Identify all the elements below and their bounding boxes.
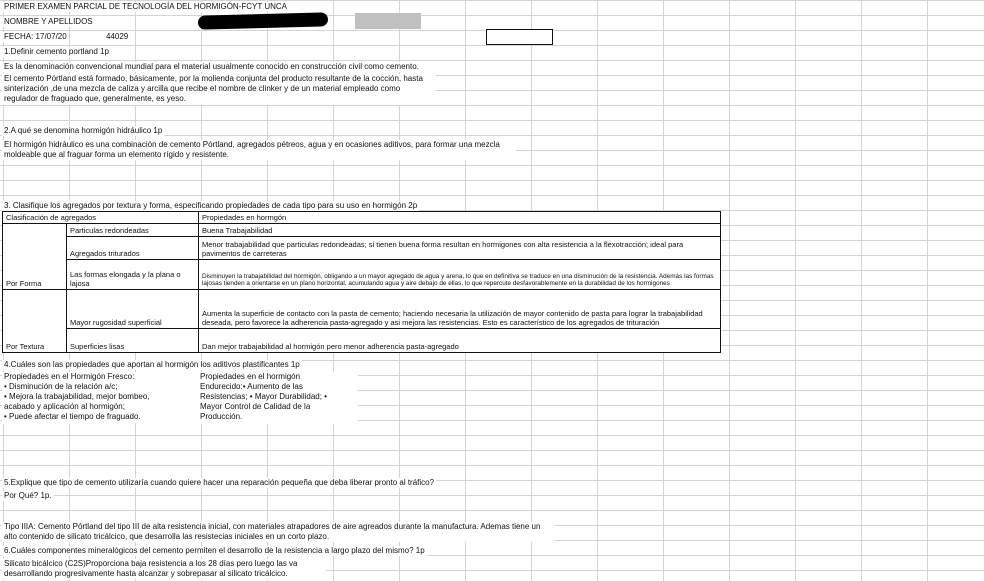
exam-title: PRIMER EXAMEN PARCIAL DE TECNOLOGÍA DEL HORMIGÓN-FCYT UNCA (4, 2, 288, 11)
q1-answer: El cemento Pórtland está formado, básicamente, por la molienda conjunta del producto resultante de la cocción, hasta sinterización ,de una mezcla de caliza y arcilla que recibe el nombre de clinker y de un material empleado como regulador de fraguado que, generalmente, es yeso. (2, 74, 436, 105)
q4-fresh-line: acabado y aplicación al hormigón; (4, 402, 125, 411)
aggregates-table (2, 211, 721, 353)
q4-fresh-block (2, 372, 198, 424)
table-header-right: Propiedades en hormgón (199, 212, 721, 224)
q5-question: 5.Explique que tipo de cemento utilizaría cuando quiere hacer una reparación pequeña que deba liberar pronto al tráfico? (4, 478, 435, 487)
q4-hardened-line: Endurecido:• Aumento de las (200, 382, 303, 391)
q4-hardened-line: Producción. (200, 412, 243, 421)
selected-cell[interactable] (486, 29, 553, 45)
table-row-props: Menor trabajabilidad que particulas redondeadas; si tienen buena forma resultan en hormigones con alta resistencia a la flexotracción; ideal para pavimentos de carreteras (199, 237, 721, 260)
q4-fresh-line: • Puede afectar el tiempo de fraguado. (4, 412, 141, 421)
q4-hardened-block (198, 372, 358, 424)
table-row-type: Las formas elongada y la plana o lajosa (67, 260, 199, 290)
q4-fresh-line: • Disminución de la relación a/c; (4, 382, 118, 391)
q4-hardened-line: Mayor Control de Calidad de la (200, 402, 311, 411)
q4-hardened-line: Propiedades en el hormigón (200, 372, 301, 381)
redaction-mark (198, 12, 328, 29)
group-forma: Por Forma (3, 224, 67, 290)
q1-line: Es la denominación convencional mundial para el material usualmente conocido en construcción civil como cemento. (4, 62, 419, 71)
q4-hardened-line: Resistencias; • Mayor Durabilidad; • (200, 392, 327, 401)
name-label: NOMBRE Y APELLIDOS (4, 17, 93, 26)
table-row-type: Mayor rugosidad superficial (67, 290, 199, 329)
table-row-props: Buena Trabajabilidad (199, 224, 721, 237)
table-row-type: Particulas redondeadas (67, 224, 199, 237)
q2-question: 2.A qué se denomina hormigón hidráulico 1p (4, 126, 163, 135)
table-row-type: Superficies lisas (67, 329, 199, 353)
q5-why: Por Qué? 1p. (4, 491, 52, 500)
date-value: 44029 (106, 32, 129, 41)
q2-answer: El hormigón hidráulico es una combinación de cemento Pórtland, agregados pétreos, agua y en ocasiones aditivos, para formar una mezcla moldeable que al fraguar forma un elemento rígido y resistente. (2, 140, 516, 160)
q4-question: 4.Cuáles son las propiedades que aportan al hormigón los aditivos plastificantes 1p (4, 360, 300, 369)
q3-question: 3. Clasifique los agregados por textura y forma, especificando propiedades de cada tipo para su uso en hormigón 2p (4, 201, 418, 210)
q6-answer: Silicato bicálcico (C2S)Proporciona baja resistencia a los 28 días pero luego las va desarrollando progresivamente hasta alcanzar y sobrepasar al silicato tricálcico. (2, 559, 326, 579)
table-row-props: Dan mejor trabajabilidad al hormigón pero menor adherencia pasta-agregado (199, 329, 721, 353)
q4-fresh-line: Propiedades en el Hormigón Fresco: (4, 372, 135, 381)
table-header-left: Clasificación de agregados (3, 212, 199, 224)
table-row-props: Disminuyen la trabajabilidad del hormigón, obligando a un mayor agregado de agua y arena, lo que en definitiva se traduce en una disminución de la resistencia. Además las formas lajosas tienden a orientarse en un plano horizontal, acumulando agua y aire debajo de ellas, lo que repercute desfavorablemente en la durabilidad de los hormigones (199, 260, 721, 290)
q5-answer: Tipo IIIA: Cemento Pórtland del tipo III de alta resistencia inicial, con materiales atrapadores de aire agreados durante la manufactura. Ademas tiene un alto contenido de silicato tricálcico, que desarrolla las resistecias iniciales en un corto plazo. (2, 522, 554, 542)
grey-cell[interactable] (355, 13, 421, 29)
q6-question: 6.Cuáles componentes mineralógicos del cemento permiten el desarrollo de la resistencia a largo plazo del mismo? 1p (4, 546, 425, 555)
table-row-props: Aumenta la superficie de contacto con la pasta de cemento; haciendo necesaria la utilización de mayor contenido de pasta para lograr la trabajabilidad deseada, pero favorece la adherencia pasta-agregado y asi mejora las resistencias. Esto es característico de los agregados de trituración (199, 290, 721, 329)
q4-fresh-line: • Mejora la trabajabilidad, mejor bombeo, (4, 392, 150, 401)
group-textura: Por Textura (3, 290, 67, 353)
date-label: FECHA: 17/07/20 (4, 32, 67, 41)
q1-question: 1.Definir cemento portland 1p (4, 47, 109, 56)
table-row-type: Agregados triturados (67, 237, 199, 260)
